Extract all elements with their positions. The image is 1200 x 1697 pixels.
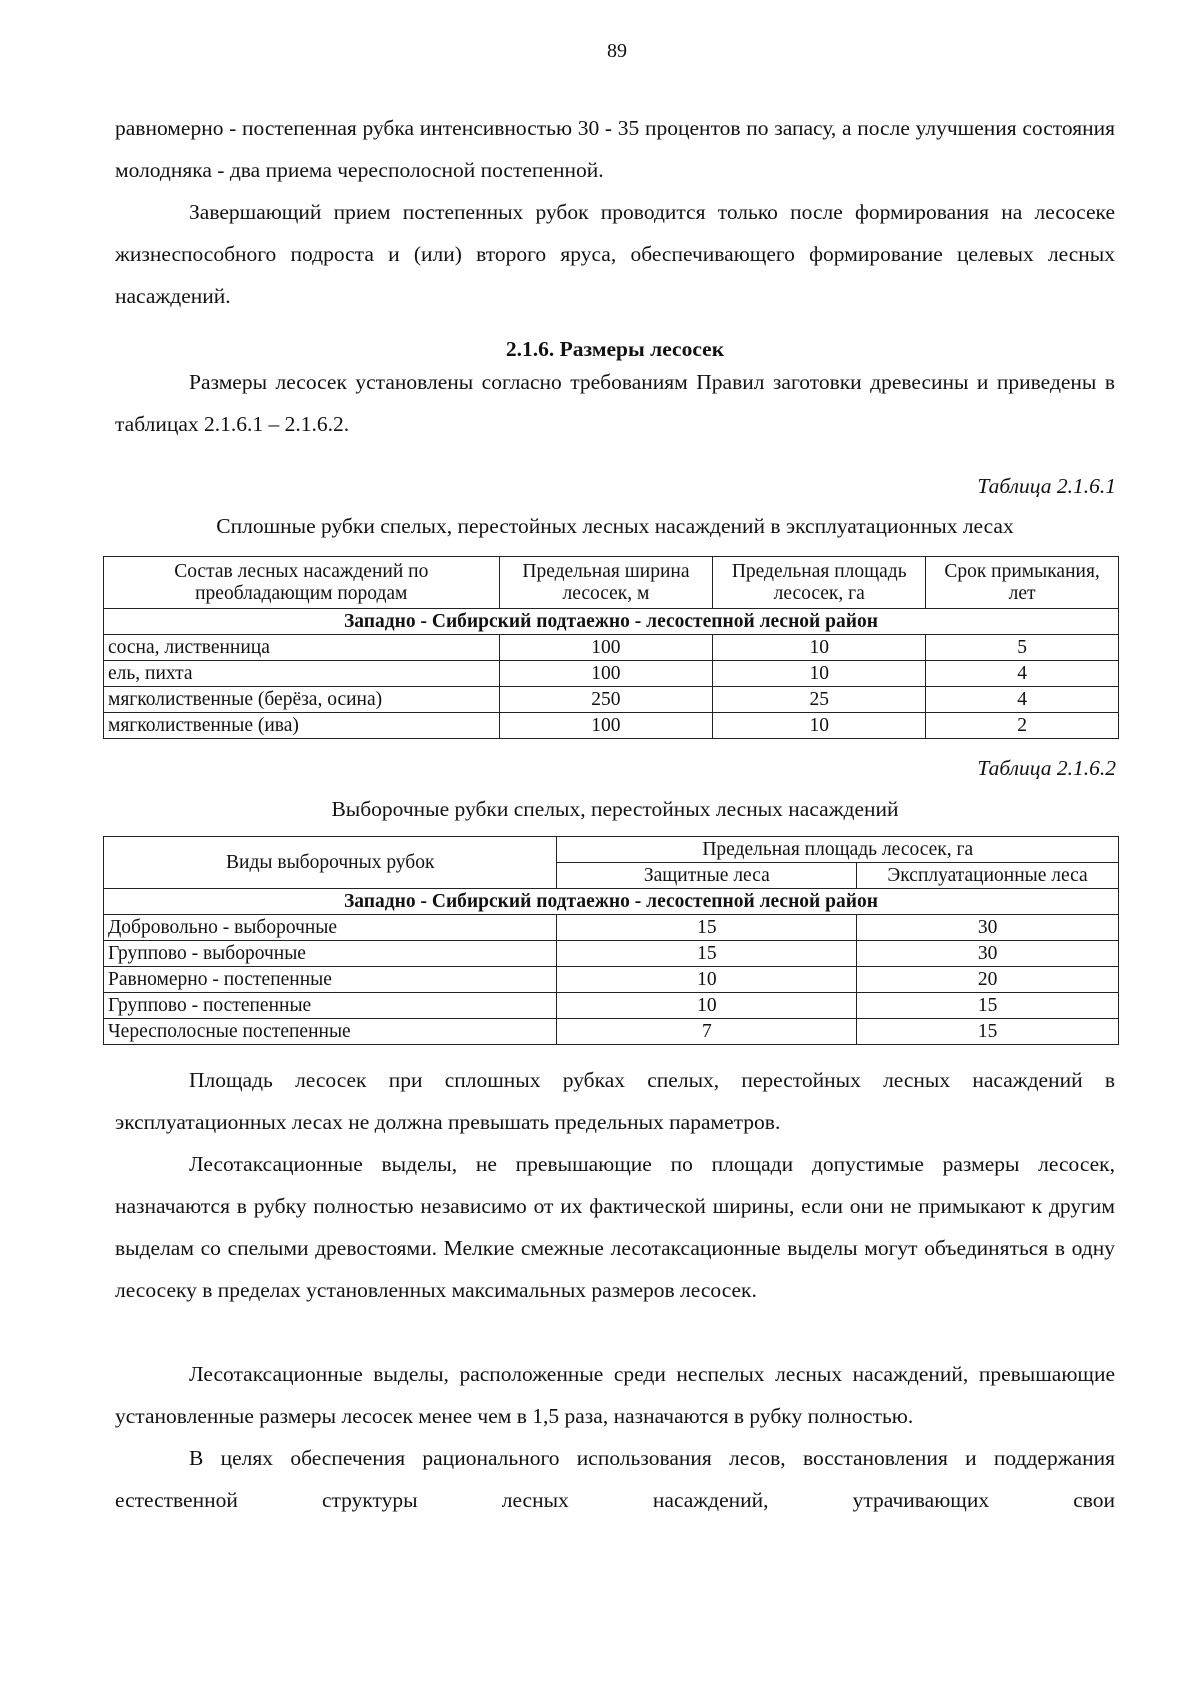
table2-cell: Равномерно - постепенные [104,967,557,993]
table2-header-kind: Виды выборочных рубок [104,837,557,889]
table2-header-exploitation: Эксплуатационные леса [857,863,1119,889]
table1-cell: мягколиственные (ива) [104,713,500,739]
table-selective-cuts [103,836,1119,1045]
table1-cell: 2 [926,713,1119,739]
table1-cell: 10 [713,713,926,739]
paragraph-final-cut: Завершающий прием постепенных рубок проводится только после формирования на лесосеке жизнеспособного подроста и (или) второго яруса, обеспечивающего формирование целевых лесных насаждений. [115,200,1115,308]
table2-cell: 7 [557,1019,857,1045]
table1-cell: 250 [499,687,713,713]
table2-caption: Выборочные рубки спелых, перестойных лесных насаждений [331,797,899,821]
table-row [104,1019,1119,1045]
table1-cell: мягколиственные (берёза, осина) [104,687,500,713]
section-heading: 2.1.6. Размеры лесосек [505,337,725,361]
table1-header-adjacency: Срок примыкания, лет [926,557,1119,609]
table-row [104,635,1119,661]
table-row [104,713,1119,739]
table1-header-area: Предельная площадь лесосек, га [713,557,926,609]
table-row [104,661,1119,687]
paragraph-continuation: равномерно - постепенная рубка интенсивностью 30 - 35 процентов по запасу, а после улучшения состояния молодняка - два приема чересполосной постепенной. [115,116,1115,182]
paragraph-area-limit: Площадь лесосек при сплошных рубках спелых, перестойных лесных насаждений в эксплуатационных лесах не должна превышать предельных параметров. [115,1068,1115,1134]
table2-cell: 20 [857,967,1119,993]
table2-cell: 30 [857,941,1119,967]
table2-cell: 10 [557,993,857,1019]
table1-cell: 4 [926,687,1119,713]
table-row [104,941,1119,967]
table2-cell: Добровольно - выборочные [104,915,557,941]
table1-cell: 10 [713,635,926,661]
table2-cell: Группово - постепенные [104,993,557,1019]
table2-cell: Чересполосные постепенные [104,1019,557,1045]
table2-cell: 15 [857,993,1119,1019]
table2-header-protective: Защитные леса [557,863,857,889]
table2-cell: Группово - выборочные [104,941,557,967]
paragraph-intro: Размеры лесосек установлены согласно требованиям Правил заготовки древесины и приведены в таблицах 2.1.6.1 – 2.1.6.2. [115,370,1115,436]
table-row [104,915,1119,941]
table2-header-area: Предельная площадь лесосек, га [557,837,1119,863]
table1-cell: сосна, лиственница [104,635,500,661]
table1-cell: 4 [926,661,1119,687]
table-row [104,687,1119,713]
table1-cell: 100 [499,713,713,739]
table1-cell: 100 [499,661,713,687]
table2-label: Таблица 2.1.6.2 [977,756,1116,780]
table1-header-width: Предельная ширина лесосек, м [499,557,713,609]
table1-region: Западно - Сибирский подтаежно - лесостепной лесной район [104,609,1119,635]
table1-cell: 5 [926,635,1119,661]
table1-cell: 100 [499,635,713,661]
page-number: 89 [607,40,627,62]
table2-cell: 15 [557,915,857,941]
table-row [104,967,1119,993]
table1-caption: Сплошные рубки спелых, перестойных лесных насаждений в эксплуатационных лесах [216,514,1014,538]
table-clear-cuts [103,556,1119,739]
table-row [104,993,1119,1019]
paragraph-immature: Лесотаксационные выделы, расположенные среди неспелых лесных насаждений, превышающие установленные размеры лесосек менее чем в 1,5 раза, назначаются в рубку полностью. [115,1362,1115,1428]
table1-cell: ель, пихта [104,661,500,687]
table2-cell: 30 [857,915,1119,941]
table1-cell: 10 [713,661,926,687]
paragraph-rational-use: В целях обеспечения рационального использования лесов, восстановления и поддержания естественной структуры лесных насаждений, утрачивающих свои [115,1446,1115,1512]
table1-cell: 25 [713,687,926,713]
paragraph-allotments: Лесотаксационные выделы, не превышающие по площади допустимые размеры лесосек, назначаются в рубку полностью независимо от их фактической ширины, если они не примыкают к другим выделам со спелыми древостоями. Мелкие смежные лесотаксационные выделы могут объединяться в одну лесосеку в пределах установленных максимальных размеров лесосек. [115,1152,1115,1302]
table2-region: Западно - Сибирский подтаежно - лесостепной лесной район [104,889,1119,915]
table2-cell: 10 [557,967,857,993]
table1-header-composition: Состав лесных насаждений по преобладающим породам [104,557,500,609]
table2-cell: 15 [557,941,857,967]
table1-label: Таблица 2.1.6.1 [977,474,1116,498]
table2-cell: 15 [857,1019,1119,1045]
